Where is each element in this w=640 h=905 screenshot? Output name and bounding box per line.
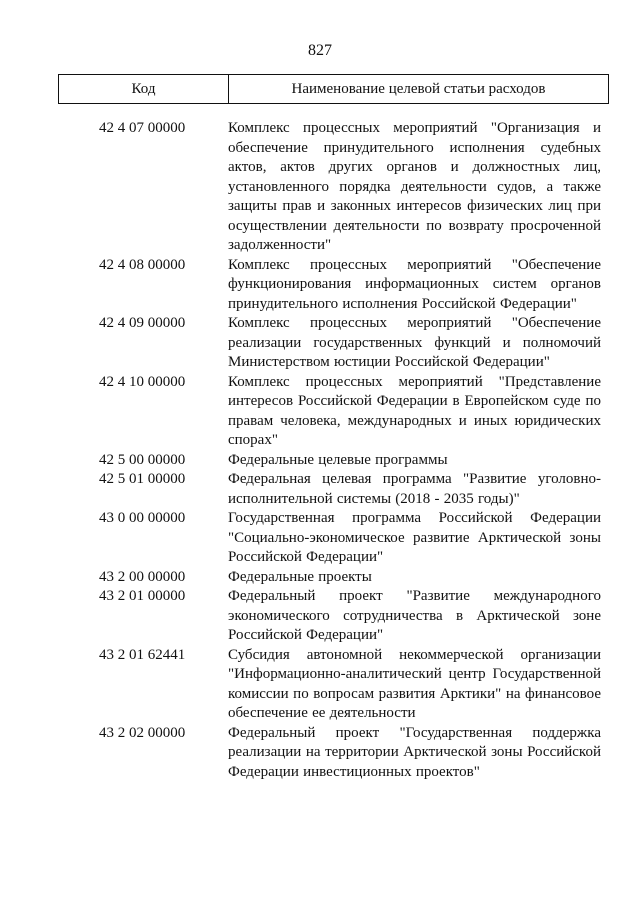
row-code: 42 4 07 00000 — [99, 120, 186, 136]
row-text: Субсидия автономной некоммерческой организации "Информационно-аналитический центр Государственной комиссии по вопросам развития Арктики" на финансовое обеспечение ее деятельности — [228, 646, 601, 721]
expense-row — [58, 568, 609, 588]
expense-row — [58, 373, 609, 451]
row-text: Федеральный проект "Развитие международного экономического сотрудничества в Арктической зоне Российской Федерации" — [228, 588, 601, 643]
row-code: 43 2 02 00000 — [99, 724, 186, 741]
expense-row — [58, 451, 609, 471]
row-text: Комплекс процессных мероприятий "Организация и обеспечение принудительного исполнения судебных актов, актов других органов и должностных лиц, установленного порядка деятельности судов, а также защиты прав и законных интересов физических лиц при осуществлении деятельности по возврату просроченной задолженности" — [228, 120, 601, 253]
expense-row — [58, 470, 609, 509]
row-code: 43 0 00 00000 — [99, 510, 186, 526]
row-text: Комплекс процессных мероприятий "Обеспечение функционирования информационных систем органов принудительного исполнения Российской Федерации" — [228, 256, 601, 312]
row-text: Комплекс процессных мероприятий "Обеспечение реализации государственных функций и полномочий Министерством юстиции Российской Федерации" — [228, 315, 601, 370]
expense-row — [58, 509, 609, 568]
expense-row — [58, 724, 609, 783]
row-text: Государственная программа Российской Федерации "Социально-экономическое развитие Арктической зоны Российской Федерации" — [228, 510, 601, 565]
row-text: Федеральный проект "Государственная поддержка реализации на территории Арктической зоны Российской Федерации инвестиционных проектов" — [228, 724, 601, 780]
row-code: 42 5 01 00000 — [99, 471, 186, 487]
expense-row — [58, 256, 609, 315]
header-code: Код — [59, 75, 229, 103]
expense-row — [58, 314, 609, 373]
row-code: 43 2 01 62441 — [99, 646, 186, 663]
expense-list — [58, 119, 609, 782]
row-code: 43 2 01 00000 — [99, 588, 186, 604]
row-code: 42 4 08 00000 — [99, 256, 186, 273]
row-code: 42 4 09 00000 — [99, 315, 186, 331]
header-name: Наименование целевой статьи расходов — [291, 80, 546, 97]
row-code: 43 2 00 00000 — [99, 568, 186, 585]
row-text: Федеральные проекты — [228, 568, 372, 585]
row-text: Комплекс процессных мероприятий "Представление интересов Российской Федерации в Европейском суде по правам человека, международных и иных юридических спорах" — [228, 373, 601, 448]
page-number: 827 — [308, 42, 332, 59]
table-header — [58, 74, 609, 104]
row-text: Федеральная целевая программа "Развитие уголовно-исполнительной системы (2018 - 2035 годы)" — [228, 471, 601, 507]
expense-row — [58, 646, 609, 724]
expense-row — [58, 119, 609, 256]
row-code: 42 4 10 00000 — [99, 373, 186, 390]
row-code: 42 5 00 00000 — [99, 451, 186, 468]
row-text: Федеральные целевые программы — [228, 451, 448, 468]
expense-row — [58, 587, 609, 646]
